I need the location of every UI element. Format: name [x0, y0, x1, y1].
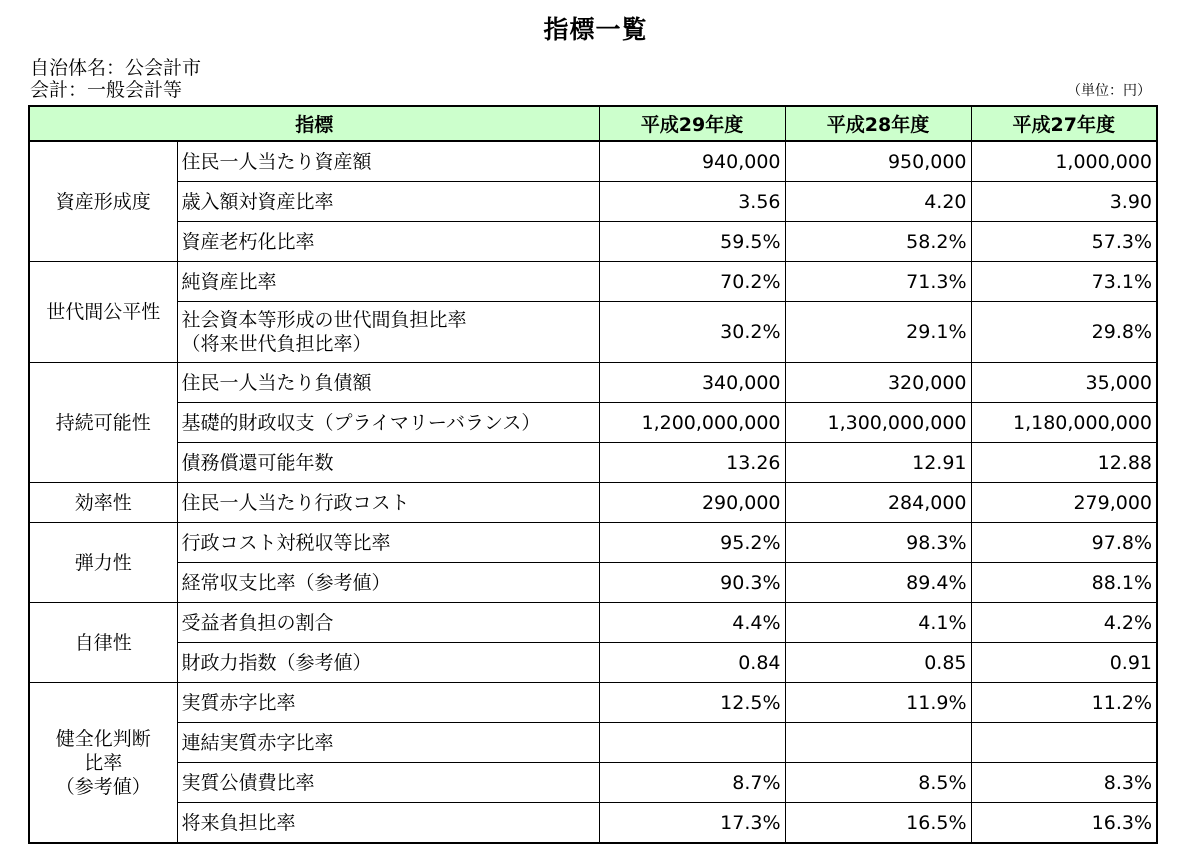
item-cell: 純資産比率 [177, 262, 599, 302]
category-line-2: 比率 [84, 751, 123, 774]
indicator-table [28, 105, 1158, 844]
value-h28: 950,000 [785, 141, 971, 182]
category-line-1: 健全化判断 [55, 727, 151, 750]
value-h27: 12.88 [971, 443, 1157, 483]
item-cell: 住民一人当たり行政コスト [177, 483, 599, 523]
category-line-3: （参考値） [55, 775, 151, 798]
value-h28: 4.1% [785, 603, 971, 643]
item-cell: 実質公債費比率 [177, 763, 599, 803]
category-cell: 世代間公平性 [29, 262, 177, 363]
value-h28: 8.5% [785, 763, 971, 803]
value-h28: 98.3% [785, 523, 971, 563]
value-h27: 57.3% [971, 222, 1157, 262]
category-cell: 持続可能性 [29, 363, 177, 483]
value-h29: 13.26 [599, 443, 785, 483]
value-h27: 4.2% [971, 603, 1157, 643]
value-h29: 17.3% [599, 803, 785, 844]
page-title: 指標一覧 [543, 15, 648, 44]
value-h28: 89.4% [785, 563, 971, 603]
item-cell: 歳入額対資産比率 [177, 182, 599, 222]
value-h27: 29.8% [971, 302, 1157, 363]
item-line-1: 社会資本等形成の世代間負担比率 [181, 309, 467, 331]
value-h27: 88.1% [971, 563, 1157, 603]
table-row [29, 222, 1157, 262]
category-cell: 効率性 [29, 483, 177, 523]
value-h28: 58.2% [785, 222, 971, 262]
table-row [29, 803, 1157, 844]
item-cell: 連結実質赤字比率 [177, 723, 599, 763]
value-h29: 1,200,000,000 [599, 403, 785, 443]
item-cell: 行政コスト対税収等比率 [177, 523, 599, 563]
category-cell: 資産形成度 [29, 141, 177, 262]
value-h29: 3.56 [599, 182, 785, 222]
value-h27: 8.3% [971, 763, 1157, 803]
value-h27 [971, 723, 1157, 763]
value-h27: 3.90 [971, 182, 1157, 222]
category-cell [29, 683, 177, 844]
value-h28 [785, 723, 971, 763]
table-row [29, 763, 1157, 803]
value-h27: 279,000 [971, 483, 1157, 523]
accounting-label: 会計：一般会計等 [30, 79, 183, 101]
value-h28: 71.3% [785, 262, 971, 302]
table-row [29, 302, 1157, 363]
table-row [29, 723, 1157, 763]
value-h29: 340,000 [599, 363, 785, 403]
value-h28: 284,000 [785, 483, 971, 523]
item-cell: 住民一人当たり負債額 [177, 363, 599, 403]
category-cell: 自律性 [29, 603, 177, 683]
value-h28: 29.1% [785, 302, 971, 363]
value-h27: 35,000 [971, 363, 1157, 403]
table-row [29, 483, 1157, 523]
item-cell: 受益者負担の割合 [177, 603, 599, 643]
item-cell: 資産老朽化比率 [177, 222, 599, 262]
value-h27: 1,000,000 [971, 141, 1157, 182]
value-h28: 1,300,000,000 [785, 403, 971, 443]
table-row [29, 182, 1157, 222]
table-row [29, 683, 1157, 723]
value-h29: 70.2% [599, 262, 785, 302]
item-cell: 財政力指数（参考値） [177, 643, 599, 683]
value-h27: 97.8% [971, 523, 1157, 563]
value-h27: 11.2% [971, 683, 1157, 723]
header-indicator: 指標 [29, 106, 599, 141]
value-h29 [599, 723, 785, 763]
item-cell: 住民一人当たり資産額 [177, 141, 599, 182]
header-h29: 平成29年度 [599, 106, 785, 141]
category-cell: 弾力性 [29, 523, 177, 603]
unit-label: （単位：円） [1067, 83, 1151, 99]
table-row [29, 563, 1157, 603]
value-h27: 16.3% [971, 803, 1157, 844]
value-h29: 4.4% [599, 603, 785, 643]
value-h29: 30.2% [599, 302, 785, 363]
value-h29: 8.7% [599, 763, 785, 803]
table-row [29, 262, 1157, 302]
header-h28: 平成28年度 [785, 106, 971, 141]
value-h27: 73.1% [971, 262, 1157, 302]
header-row [29, 106, 1157, 141]
value-h29: 95.2% [599, 523, 785, 563]
value-h28: 11.9% [785, 683, 971, 723]
item-cell: 経常収支比率（参考値） [177, 563, 599, 603]
value-h29: 59.5% [599, 222, 785, 262]
value-h27: 1,180,000,000 [971, 403, 1157, 443]
item-cell: 債務償還可能年数 [177, 443, 599, 483]
item-cell: 将来負担比率 [177, 803, 599, 844]
item-cell: 基礎的財政収支（プライマリーバランス） [177, 403, 599, 443]
item-cell: 実質赤字比率 [177, 683, 599, 723]
value-h28: 12.91 [785, 443, 971, 483]
item-cell [177, 302, 599, 363]
table-row [29, 363, 1157, 403]
value-h27: 0.91 [971, 643, 1157, 683]
value-h29: 12.5% [599, 683, 785, 723]
table-row [29, 403, 1157, 443]
municipality-label: 自治体名：公会計市 [30, 57, 202, 79]
value-h28: 4.20 [785, 182, 971, 222]
table-row [29, 443, 1157, 483]
value-h29: 940,000 [599, 141, 785, 182]
table-row [29, 523, 1157, 563]
table-row [29, 603, 1157, 643]
value-h29: 90.3% [599, 563, 785, 603]
header-h27: 平成27年度 [971, 106, 1157, 141]
table-row [29, 643, 1157, 683]
value-h29: 0.84 [599, 643, 785, 683]
value-h29: 290,000 [599, 483, 785, 523]
value-h28: 0.85 [785, 643, 971, 683]
value-h28: 320,000 [785, 363, 971, 403]
item-line-2: （将来世代負担比率） [181, 333, 372, 355]
table-row [29, 141, 1157, 182]
value-h28: 16.5% [785, 803, 971, 844]
